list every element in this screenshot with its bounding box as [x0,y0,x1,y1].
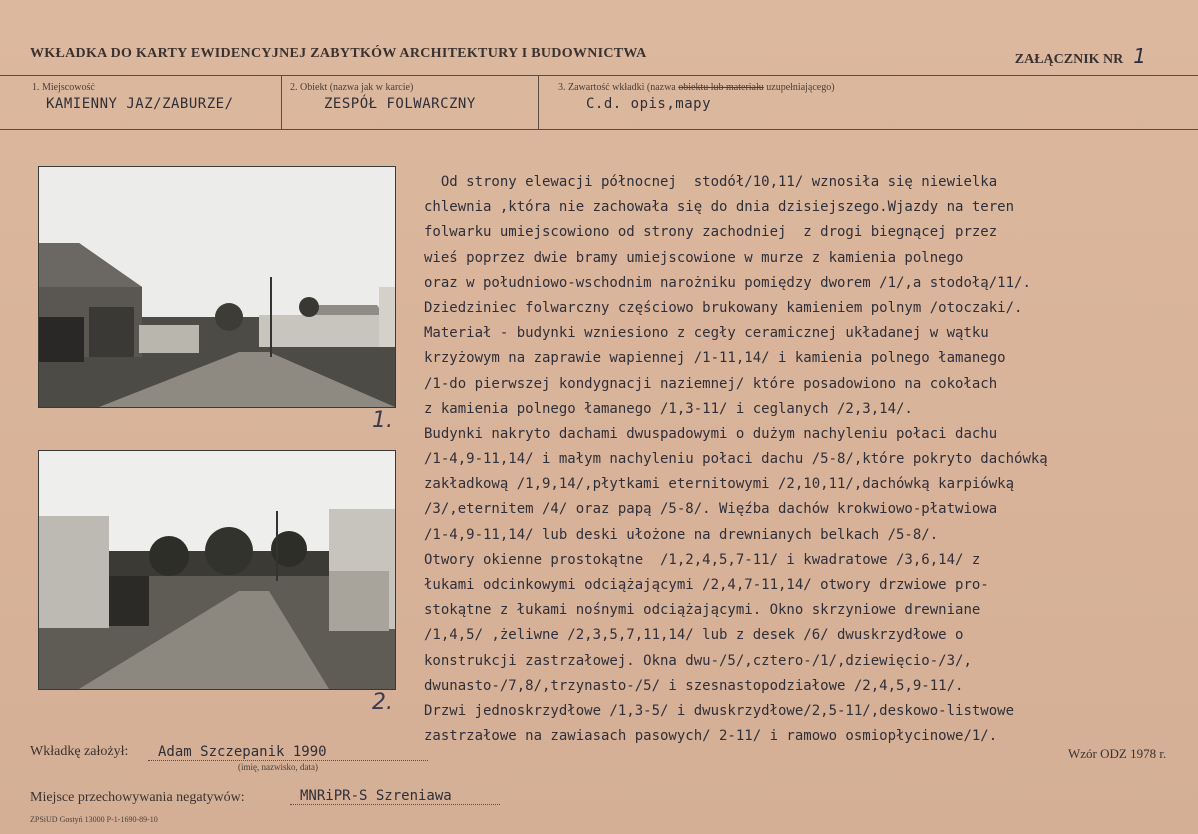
text-line: dwunasto-/7,8/,trzynasto-/5/ i szesnastopodziałowe /2,4,5,9-11/. [424,677,964,694]
photo-1 [38,166,396,408]
text-line: /1-do pierwszej kondygnacji naziemnej/ które posadowiono na cokołach [424,375,998,392]
text-line: Materiał - budynki wzniesiono z cegły ceramicznej układanej w wątku [424,325,989,342]
object-label: 2. Obiekt (nazwa jak w karcie) [290,82,414,93]
text-line: krzyżowym na zaprawie wapiennej /1-11,14/ i kamienia polnego łamanego [424,350,1006,367]
text-line: chlewnia ,która nie zachowała się do dnia dzisiejszego.Wjazdy na teren [424,199,1015,216]
text-line: /1-4,9-11,14/ i małym nachyleniu połaci dachu /5-8/,które pokryto dachówką [424,451,1048,468]
locality-label: 1. Miejscowość [32,82,95,93]
text-line: /3/,eternitem /4/ oraz papą /5-8/. Więźba dachów krokwiowo-płatwiowa [424,501,998,518]
photo-1-image [39,167,395,407]
text-line: z kamienia polnego łamanego /1,3-11/ i ceglanych /2,3,14/. [424,400,913,417]
author-line [148,760,428,761]
form-title: WKŁADKA DO KARTY EWIDENCYJNEJ ZABYTKÓW ARCHITEKTURY I BUDOWNICTWA [30,46,647,61]
text-line: stokątne z łukami nośnymi odciążającymi. Okno skrzyniowe drewniane [424,602,981,619]
header-bottom-rule [0,129,1198,130]
text-line: Budynki nakryto dachami dwuspadowymi o dużym nachyleniu połaci dachu [424,425,998,442]
negatives-value: MNRiPR-S Szreniawa [300,788,452,804]
pattern-note: Wzór ODZ 1978 r. [1068,746,1167,761]
author-value: Adam Szczepanik 1990 [158,744,327,760]
text-line: /1-4,9-11,14/ lub deski ułożone na drewnianych belkach /5-8/. [424,526,939,543]
photo-2-number: 2. [372,690,393,715]
text-line: Od strony elewacji północnej stodół/10,11/ wznosiła się niewielka [424,174,998,190]
negatives-line [290,804,500,805]
text-line: wieś poprzez dwie bramy umiejscowione w murze z kamienia polnego [424,249,964,266]
negatives-label: Miejsce przechowywania negatywów: [30,790,245,805]
annex-number: 1 [1133,44,1146,68]
author-label: Wkładkę założył: [30,744,129,759]
description-text [424,170,1164,749]
annex-label [1015,44,1146,68]
text-line: folwarku umiejscowiono od strony zachodniej z drogi biegnącej przez [424,224,998,241]
content-label-prefix: 3. Zawartość wkładki (nazwa [558,82,676,93]
object-value: ZESPÓŁ FOLWARCZNY [324,96,476,112]
text-line: zakładkową /1,9,14/,płytkami eternitowymi /2,10,11/,dachówką karpiówką [424,476,1015,493]
content-value: C.d. opis,mapy [586,96,712,112]
text-line: łukami odcinkowymi odciążającymi /2,4,7-11,14/ otwory drzwiowe pro- [424,577,989,593]
locality-value: KAMIENNY JAZ/ZABURZE/ [46,96,234,112]
content-label-struck: obiektu lub materiału [678,82,764,93]
header-top-rule [0,75,1198,76]
annex-label-text: ZAŁĄCZNIK NR [1014,52,1124,67]
text-line: Otwory okienne prostokątne /1,2,4,5,7-11/ i kwadratowe /3,6,14/ z [424,551,981,568]
photo-1-number: 1. [372,408,393,433]
content-label-suffix: uzupełniającego) [766,82,835,93]
text-line: Drzwi jednoskrzydłowe /1,3-5/ i dwuskrzydłowe/2,5-11/,deskowo-listwowe [424,702,1015,719]
text-line: oraz w południowo-wschodnim narożniku pomiędzy dworem /1/,a stodołą/11/. [424,274,1031,291]
print-code: ZPSiUD Gostyń 13000 P-1-1690-89-10 [30,815,158,824]
text-line: Dziedziniec folwarczny częściowo brukowany kamieniem polnym /otoczaki/. [424,299,1023,316]
text-line: konstrukcji zastrzałowej. Okna dwu-/5/,cztero-/1/,dziewięcio-/3/, [424,652,972,669]
content-label [558,82,835,93]
author-sub: (imię, nazwisko, data) [238,762,318,772]
field-divider-2 [538,75,539,129]
photo-2 [38,450,396,690]
text-line: /1,4,5/ ,żeliwne /2,3,5,7,11,14/ lub z desek /6/ dwuskrzydłowe o [424,627,964,644]
photo-2-image [39,451,395,689]
text-line: zastrzałowe na zawiasach pasowych/ 2-11/ i ramowo osmiopłycinowe/1/. [424,728,998,745]
field-divider-1 [281,75,282,129]
